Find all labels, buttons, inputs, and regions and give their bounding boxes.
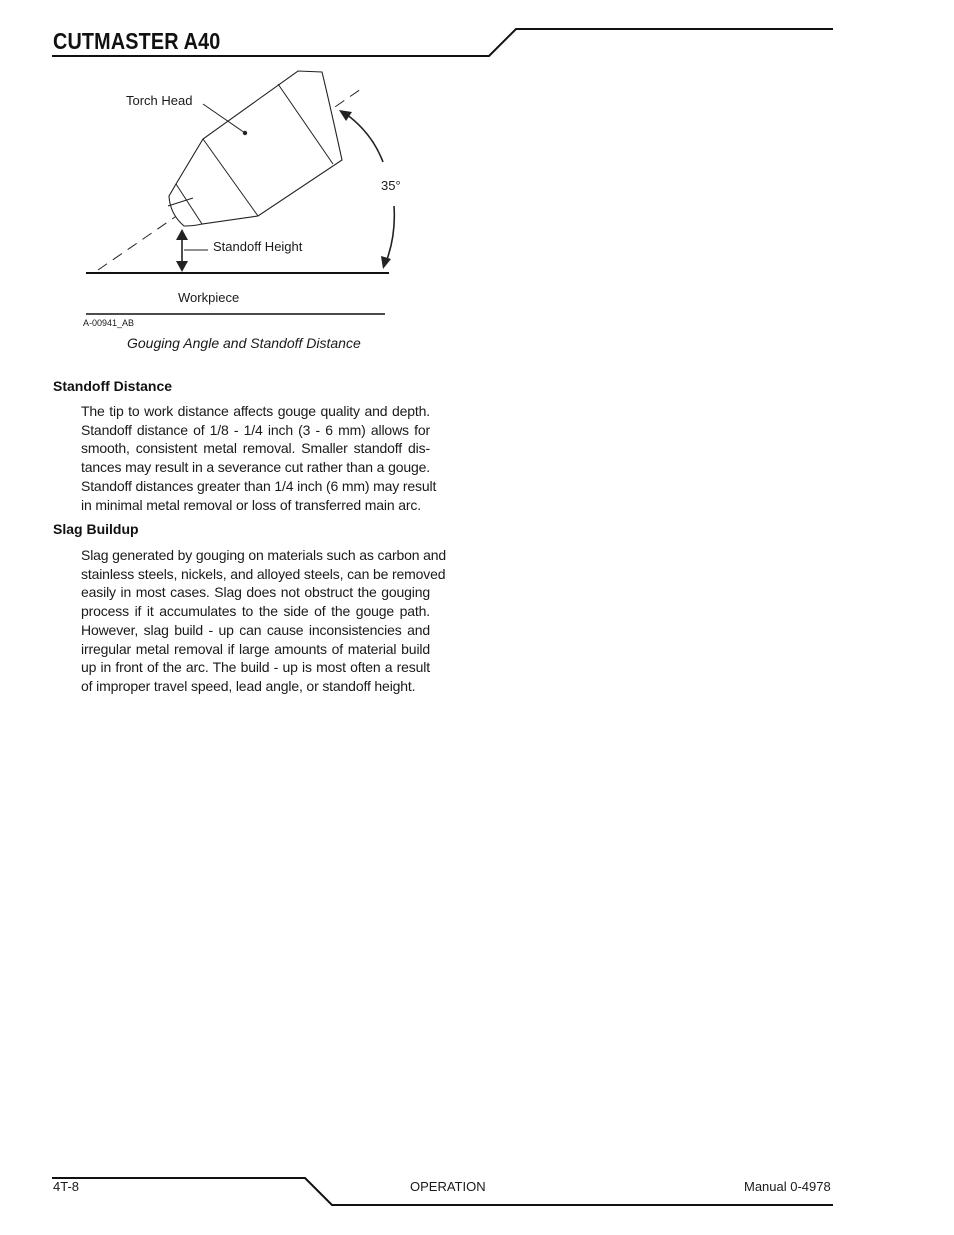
paragraph-line: irregular metal removal if large amounts of material build: [81, 640, 430, 657]
torch-head-dot: [243, 131, 247, 135]
page-title: CUTMASTER A40: [53, 28, 221, 54]
standoff-arrowhead-top: [176, 229, 188, 240]
footer-section-name: OPERATION: [410, 1179, 486, 1194]
paragraph-line: However, slag build - up can cause inconsistencies and: [81, 621, 430, 638]
figure-caption: Gouging Angle and Standoff Distance: [127, 335, 361, 351]
standoff-arrowhead-bottom: [176, 261, 188, 272]
footer-page-number: 4T-8: [53, 1179, 80, 1194]
slag-buildup-paragraph: [81, 546, 447, 696]
paragraph-line: Slag generated by gouging on materials such as carbon and: [81, 547, 447, 563]
standoff-distance-paragraph: [81, 402, 437, 514]
paragraph-line: in minimal metal removal or loss of transferred main arc.: [81, 496, 422, 513]
torch-body: [176, 71, 342, 224]
workpiece-label: Workpiece: [178, 290, 240, 305]
paragraph-line: up in front of the arc. The build - up is most often a result: [81, 659, 430, 676]
paragraph-line: tances may result in a severance cut rather than a gouge.: [81, 459, 430, 476]
paragraph-line: of improper travel speed, lead angle, or standoff height.: [81, 677, 416, 694]
angle-arrowhead-upper: [339, 110, 352, 121]
angle-arrowhead-lower: [381, 256, 391, 269]
paragraph-line: stainless steels, nickels, and alloyed steels, can be removed: [81, 565, 446, 582]
paragraph-line: The tip to work distance affects gouge quality and depth.: [81, 403, 430, 419]
paragraph-line: smooth, consistent metal removal. Smaller standoff dis-: [81, 440, 430, 457]
paragraph-line: Standoff distance of 1/8 - 1/4 inch (3 - 6 mm) allows for: [81, 421, 430, 438]
angle-arc-upper: [346, 114, 383, 162]
figure-id: A-00941_AB: [83, 318, 135, 328]
angle-arc-lower: [386, 206, 394, 262]
section-heading-slag-buildup: Slag Buildup: [53, 521, 139, 537]
section-heading-standoff-distance: Standoff Distance: [53, 378, 173, 394]
paragraph-line: easily in most cases. Slag does not obstruct the gouging: [81, 584, 430, 601]
footer-manual-number: Manual 0-4978: [744, 1179, 831, 1194]
torch-head-label: Torch Head: [126, 93, 193, 108]
paragraph-line: Standoff distances greater than 1/4 inch (6 mm) may result: [81, 477, 437, 494]
paragraph-line: process if it accumulates to the side of the gouge path.: [81, 603, 430, 620]
angle-label: 35°: [381, 178, 401, 193]
standoff-height-label: Standoff Height: [213, 239, 303, 254]
